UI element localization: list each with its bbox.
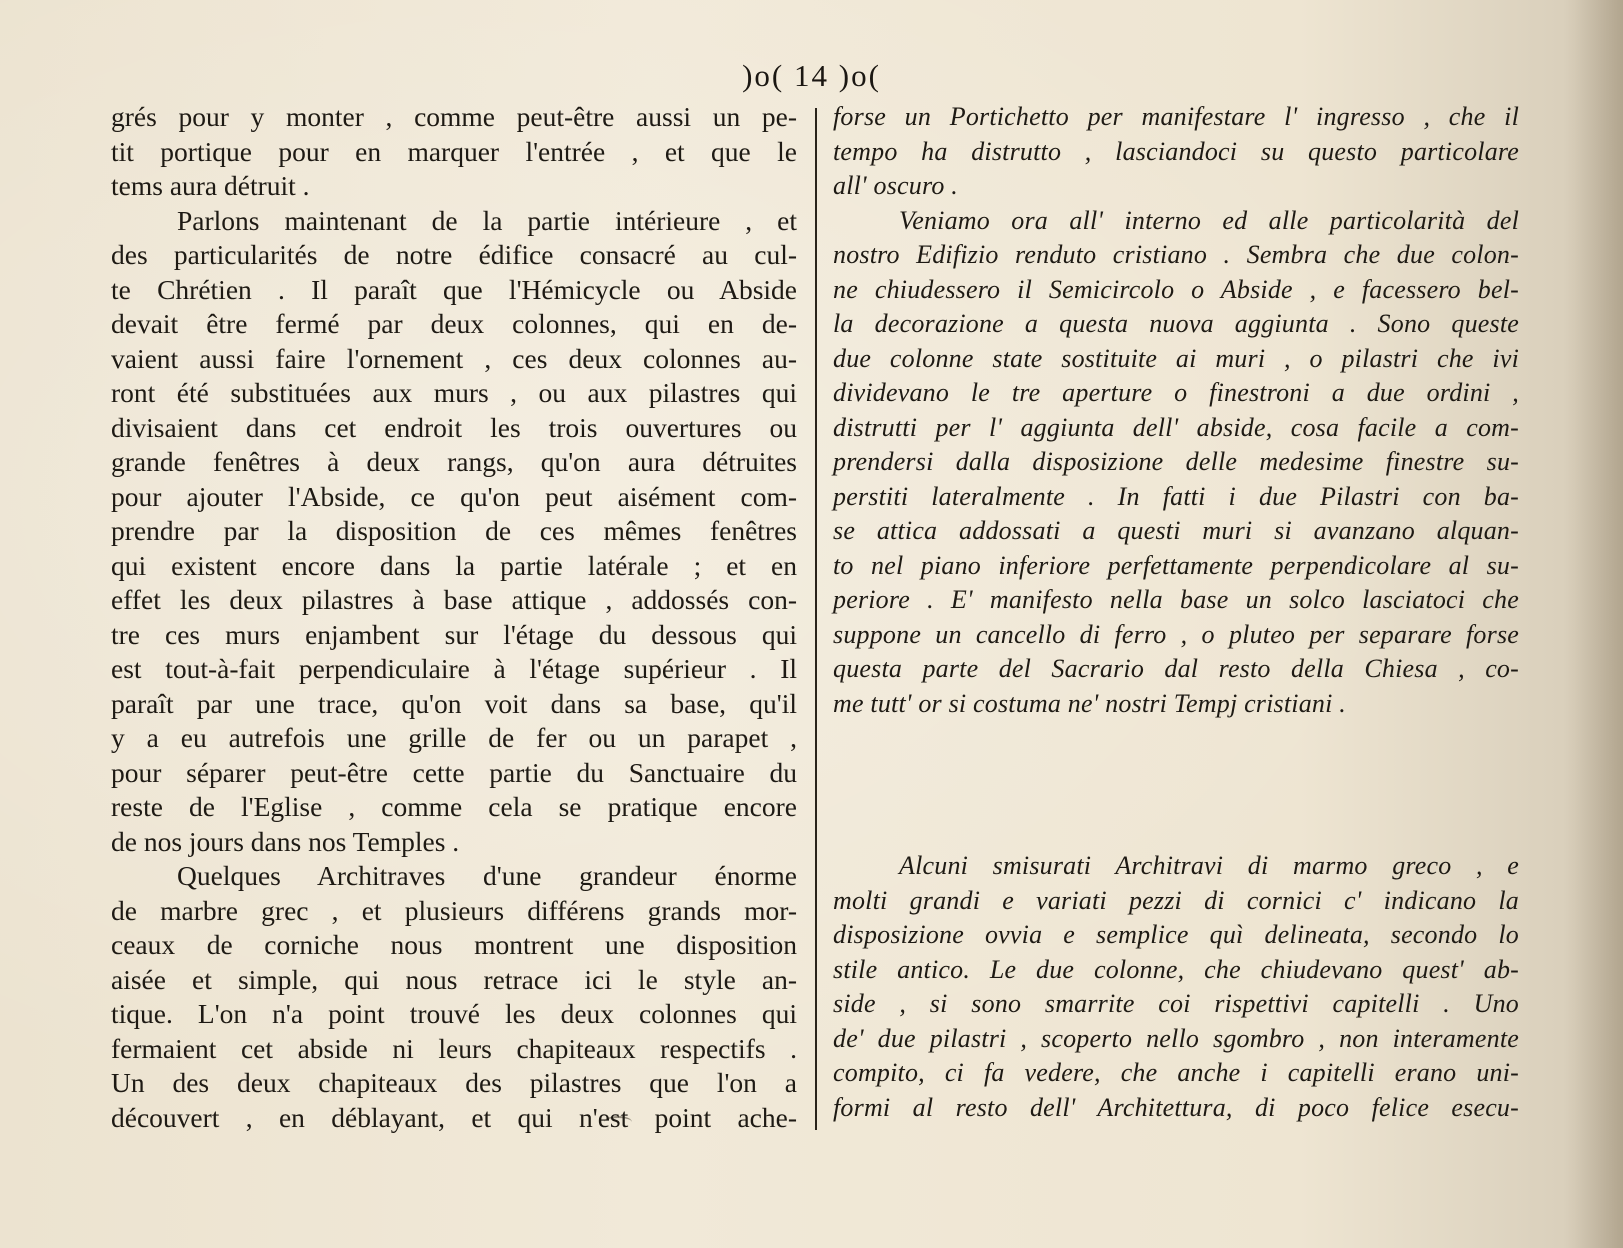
text-line: all' oscuro .	[833, 171, 958, 200]
paragraph-gap	[833, 721, 1519, 849]
text-line: te Chrétien . Il paraît que l'Hémicycle ou Abside	[111, 273, 797, 305]
italian-paragraph-3	[833, 849, 1519, 1125]
text-line: molti grandi e variati pezzi di cornici c' indicano la	[833, 885, 1519, 915]
text-line: disposizione ovvia e semplice quì delineata, secondo lo	[833, 920, 1519, 949]
text-line: grés pour y monter , comme peut-être aussi un pe-	[111, 101, 797, 132]
french-paragraph-3	[111, 859, 797, 1135]
text-line: formi al resto dell' Architettura, di poco felice esecu-	[833, 1092, 1519, 1122]
text-line: tre ces murs enjambent sur l'étage du dessous qui	[111, 618, 797, 650]
text-line: découvert , en déblayant, et qui n'est point ache-	[111, 1101, 797, 1133]
text-line: Quelques Architraves d'une grandeur énorme	[177, 860, 797, 891]
french-paragraph-1	[111, 100, 797, 204]
french-paragraph-2	[111, 204, 797, 860]
text-line: perstiti lateralmente . In fatti i due Pilastri con ba-	[833, 481, 1519, 511]
text-line: qui existent encore dans la partie latérale ; et en	[111, 549, 797, 581]
text-line: to nel piano inferiore perfettamente perpendicolare al su-	[833, 550, 1519, 580]
text-line: distrutti per l' aggiunta dell' abside, cosa facile a com-	[833, 412, 1519, 442]
text-line: reste de l'Eglise , comme cela se pratique encore	[111, 791, 797, 822]
text-line: des particularités de notre édifice consacré au cul-	[111, 239, 797, 270]
text-line: effet les deux pilastres à base attique , addossés con-	[111, 584, 797, 615]
text-line: la decorazione a questa nuova aggiunta . Sono queste	[833, 309, 1519, 338]
text-line: est tout-à-fait perpendiculaire à l'étage supérieur . Il	[111, 653, 797, 684]
italian-paragraph-2	[833, 204, 1519, 722]
column-divider	[815, 108, 817, 1130]
text-line: ceaux de corniche nous montrent une disposition	[111, 929, 797, 960]
text-line: devait être fermé par deux colonnes, qui en de-	[111, 308, 797, 339]
text-line: prendersi dalla disposizione delle medesime finestre su-	[833, 447, 1519, 476]
text-line: de nos jours dans nos Temples .	[111, 825, 460, 857]
text-line: dividevano le tre aperture o finestroni a due ordini ,	[833, 378, 1519, 407]
text-line: aisée et simple, qui nous retrace ici le style an-	[111, 963, 797, 995]
text-line: grande fenêtres à deux rangs, qu'on aura détruites	[111, 446, 797, 477]
text-line: se attica addossati a questi muri si avanzano alquan-	[833, 516, 1519, 545]
text-line: prendre par la disposition de ces mêmes fenêtres	[111, 515, 797, 546]
text-line: tems aura détruit .	[111, 170, 310, 201]
text-line: vaient aussi faire l'ornement , ces deux colonnes au-	[111, 342, 797, 374]
text-line: side , si sono smarrite coi rispettivi capitelli . Uno	[833, 989, 1519, 1018]
text-line: de marbre grec , et plusieurs différens grands mor-	[111, 894, 797, 926]
text-line: suppone un cancello di ferro , o pluteo per separare forse	[833, 619, 1519, 649]
text-line: ront été substituées aux murs , ou aux pilastres qui	[111, 377, 797, 408]
text-line: me tutt' or si costuma ne' nostri Tempj cristiani .	[833, 688, 1346, 718]
page-gutter-shadow	[1563, 0, 1623, 1248]
text-line: stile antico. Le due colonne, che chiudevano quest' ab-	[833, 954, 1519, 984]
text-line: y a eu autrefois une grille de fer ou un parapet ,	[111, 722, 797, 753]
text-line: compito, ci fa vedere, che anche i capitelli erano uni-	[833, 1058, 1519, 1087]
text-line: nostro Edifizio renduto cristiano . Sembra che due colon-	[833, 240, 1519, 269]
text-line: paraît par une trace, qu'on voit dans sa base, qu'il	[111, 687, 797, 719]
text-line: forse un Portichetto per manifestare l' ingresso , che il	[833, 102, 1519, 131]
text-line: fermaient cet abside ni leurs chapiteaux respectifs .	[111, 1032, 797, 1064]
text-line: due colonne state sostituite ai muri , o pilastri che ivi	[833, 343, 1519, 373]
text-line: Parlons maintenant de la partie intérieure , et	[177, 204, 797, 236]
text-line: ne chiudessero il Semicircolo o Abside , e facessero bel-	[833, 274, 1519, 304]
text-line: periore . E' manifesto nella base un solco lasciatoci che	[833, 585, 1519, 614]
text-line: questa parte del Sacrario dal resto della Chiesa , co-	[833, 654, 1519, 683]
text-line: Alcuni smisurati Architravi di marmo greco , e	[899, 851, 1519, 880]
text-line: de' due pilastri , scoperto nello sgombro , non interamente	[833, 1023, 1519, 1053]
text-line: tit portique pour en marquer l'entrée , et que le	[111, 135, 797, 167]
text-line: divisaient dans cet endroit les trois ouvertures ou	[111, 411, 797, 443]
text-line: Veniamo ora all' interno ed alle particolarità del	[899, 205, 1519, 235]
italian-paragraph-1	[833, 100, 1519, 204]
text-line: Un des deux chapiteaux des pilastres que l'on a	[111, 1067, 797, 1098]
italian-column	[833, 100, 1519, 1125]
page-number: )o( 14 )o(	[742, 58, 881, 93]
french-column	[111, 100, 797, 1135]
text-line: tique. L'on n'a point trouvé les deux colonnes qui	[111, 998, 797, 1029]
text-line: pour ajouter l'Abside, ce qu'on peut aisément com-	[111, 480, 797, 512]
text-line: pour séparer peut-être cette partie du Sanctuaire du	[111, 756, 797, 788]
text-line: tempo ha distrutto , lasciandoci su questo particolare	[833, 136, 1519, 166]
